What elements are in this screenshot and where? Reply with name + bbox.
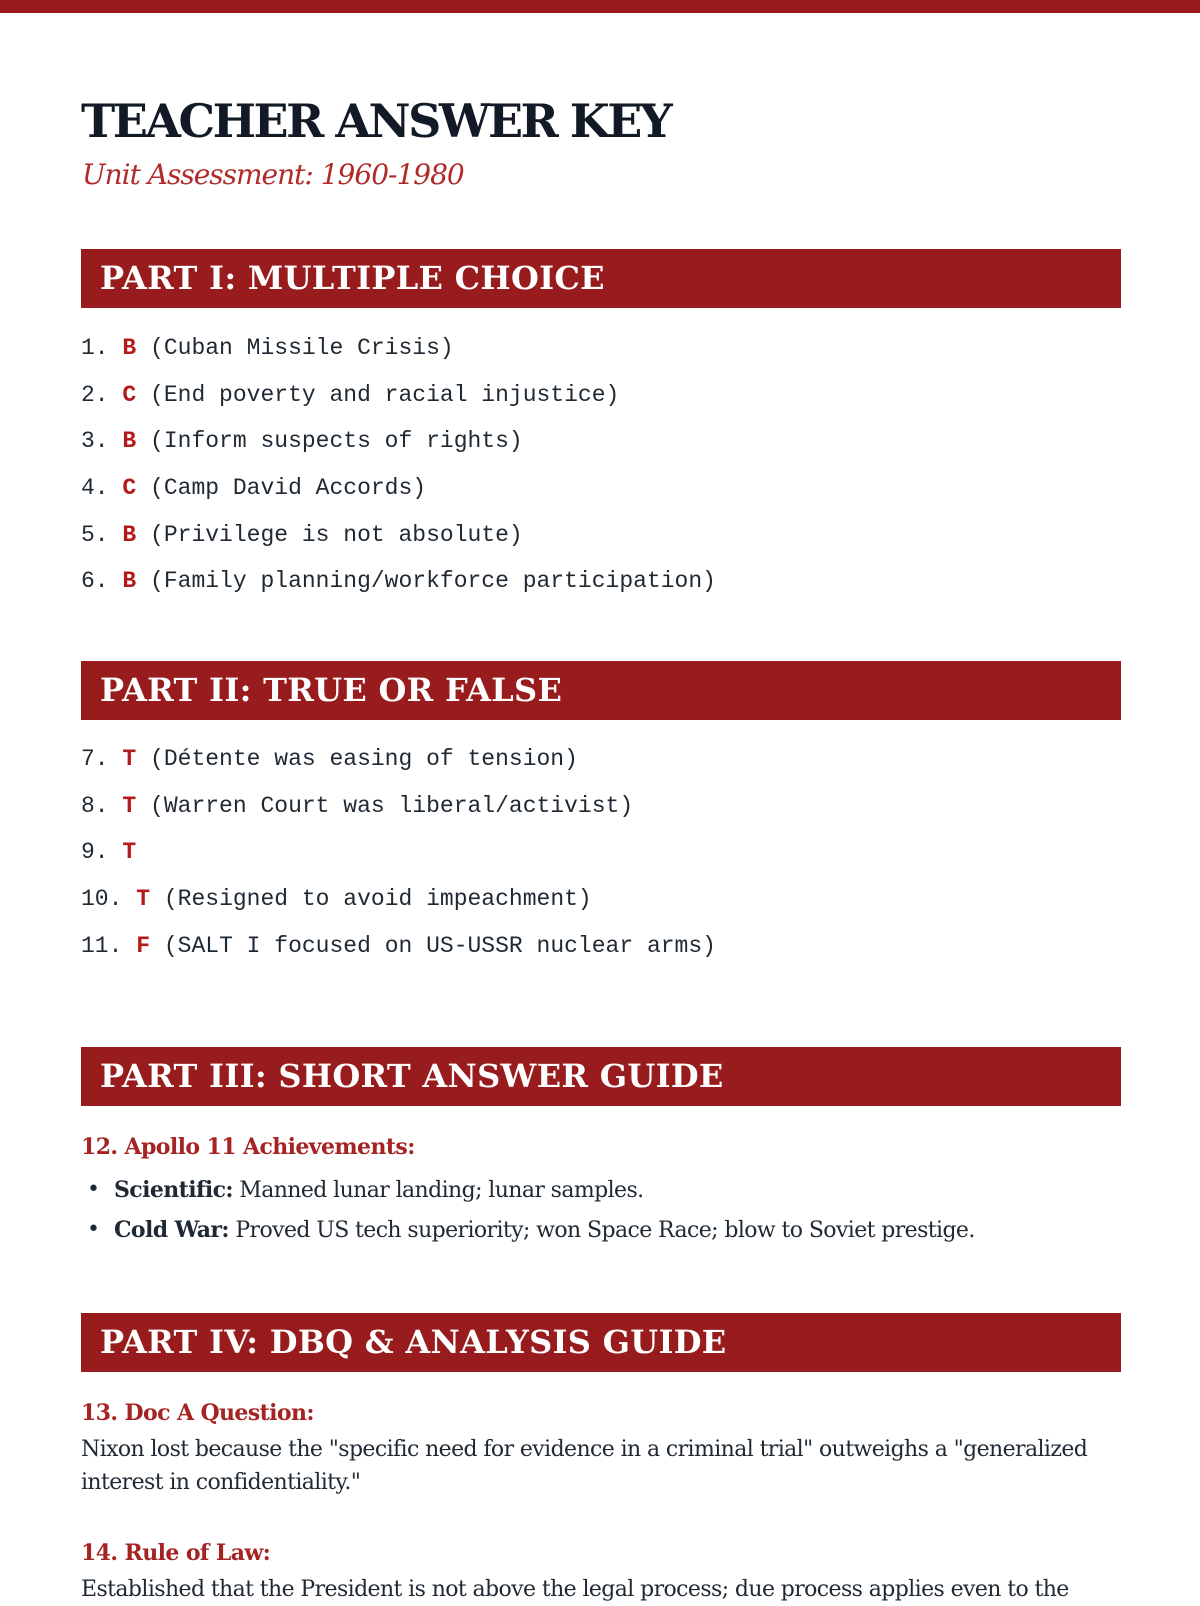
answer-letter: T: [136, 886, 151, 913]
answer-note: (Warren Court was liberal/activist): [150, 792, 634, 819]
answer-note: (SALT I focused on US-USSR nuclear arms): [163, 932, 716, 959]
question-number: 10.: [81, 886, 123, 913]
answer-letter: T: [122, 746, 137, 772]
question-number: 7.: [81, 746, 109, 772]
question-number: 5.: [81, 521, 109, 548]
answer-letter: B: [122, 428, 137, 455]
answer-note: (End poverty and racial injustice): [150, 381, 620, 408]
answer-item: [81, 566, 716, 613]
answer-note: (Family planning/workforce participation): [150, 568, 716, 595]
question-number: 2.: [81, 381, 109, 408]
top-accent-bar: [0, 0, 1200, 13]
bullet-dot-icon: •: [87, 1217, 100, 1242]
question-number: 9.: [81, 839, 109, 866]
question-number: 3.: [81, 428, 109, 455]
section-header-part-3: PART III: SHORT ANSWER GUIDE: [81, 1047, 1121, 1106]
answer-note: (Resigned to avoid impeachment): [163, 886, 592, 913]
answer-item: [81, 333, 716, 380]
multiple-choice-answers: [81, 333, 716, 613]
page-subtitle: Unit Assessment: 1960-1980: [82, 158, 464, 191]
answer-note: (Camp David Accords): [150, 475, 427, 502]
answer-note: (Cuban Missile Crisis): [150, 335, 454, 361]
question-heading: 13. Doc A Question:: [81, 1400, 314, 1426]
question-heading: 14. Rule of Law:: [81, 1540, 271, 1566]
answer-item: [81, 426, 716, 473]
answer-item: [81, 931, 716, 978]
answer-letter: B: [122, 568, 137, 595]
answer-letter: B: [122, 521, 137, 548]
apollo-achievements-list: [81, 1175, 975, 1255]
question-heading: 12. Apollo 11 Achievements:: [81, 1134, 415, 1160]
answer-item: [81, 837, 716, 884]
answer-note: (Privilege is not absolute): [150, 521, 523, 548]
answer-letter: T: [122, 839, 137, 866]
answer-letter: C: [122, 381, 137, 408]
answer-item: [81, 473, 716, 520]
list-item: [81, 1175, 975, 1215]
list-item: [81, 1215, 975, 1255]
bullet-text: Proved US tech superiority; won Space Race; blow to Soviet prestige.: [235, 1218, 975, 1243]
answer-note: (Détente was easing of tension): [150, 746, 578, 772]
bullet-term: Scientific:: [114, 1177, 233, 1203]
answer-item: [81, 520, 716, 567]
bullet-text: Manned lunar landing; lunar samples.: [239, 1178, 644, 1203]
question-number: 4.: [81, 475, 109, 502]
question-number: 1.: [81, 335, 109, 361]
answer-paragraph: Established that the President is not above the legal process; due process applies even to the: [81, 1577, 1069, 1602]
section-header-part-2: PART II: TRUE OR FALSE: [81, 661, 1121, 720]
answer-item: [81, 884, 716, 931]
answer-paragraph: Nixon lost because the "specific need for evidence in a criminal trial" outweighs a "generalized interest in confidentiality.": [81, 1437, 1088, 1495]
question-number: 11.: [81, 932, 123, 959]
bullet-term: Cold War:: [114, 1217, 229, 1243]
answer-letter: T: [122, 792, 137, 819]
section-header-part-1: PART I: MULTIPLE CHOICE: [81, 249, 1121, 308]
answer-note: (Inform suspects of rights): [150, 428, 523, 455]
answer-item: [81, 380, 716, 427]
answer-item: [81, 744, 716, 791]
answer-letter: C: [122, 475, 137, 502]
bullet-dot-icon: •: [87, 1177, 100, 1202]
page-title: TEACHER ANSWER KEY: [81, 94, 671, 148]
answer-letter: B: [122, 335, 137, 361]
question-number: 8.: [81, 792, 109, 819]
true-false-answers: [81, 744, 716, 977]
answer-item: [81, 791, 716, 838]
question-number: 6.: [81, 568, 109, 595]
section-header-part-4: PART IV: DBQ & ANALYSIS GUIDE: [81, 1313, 1121, 1372]
answer-letter: F: [136, 932, 151, 959]
